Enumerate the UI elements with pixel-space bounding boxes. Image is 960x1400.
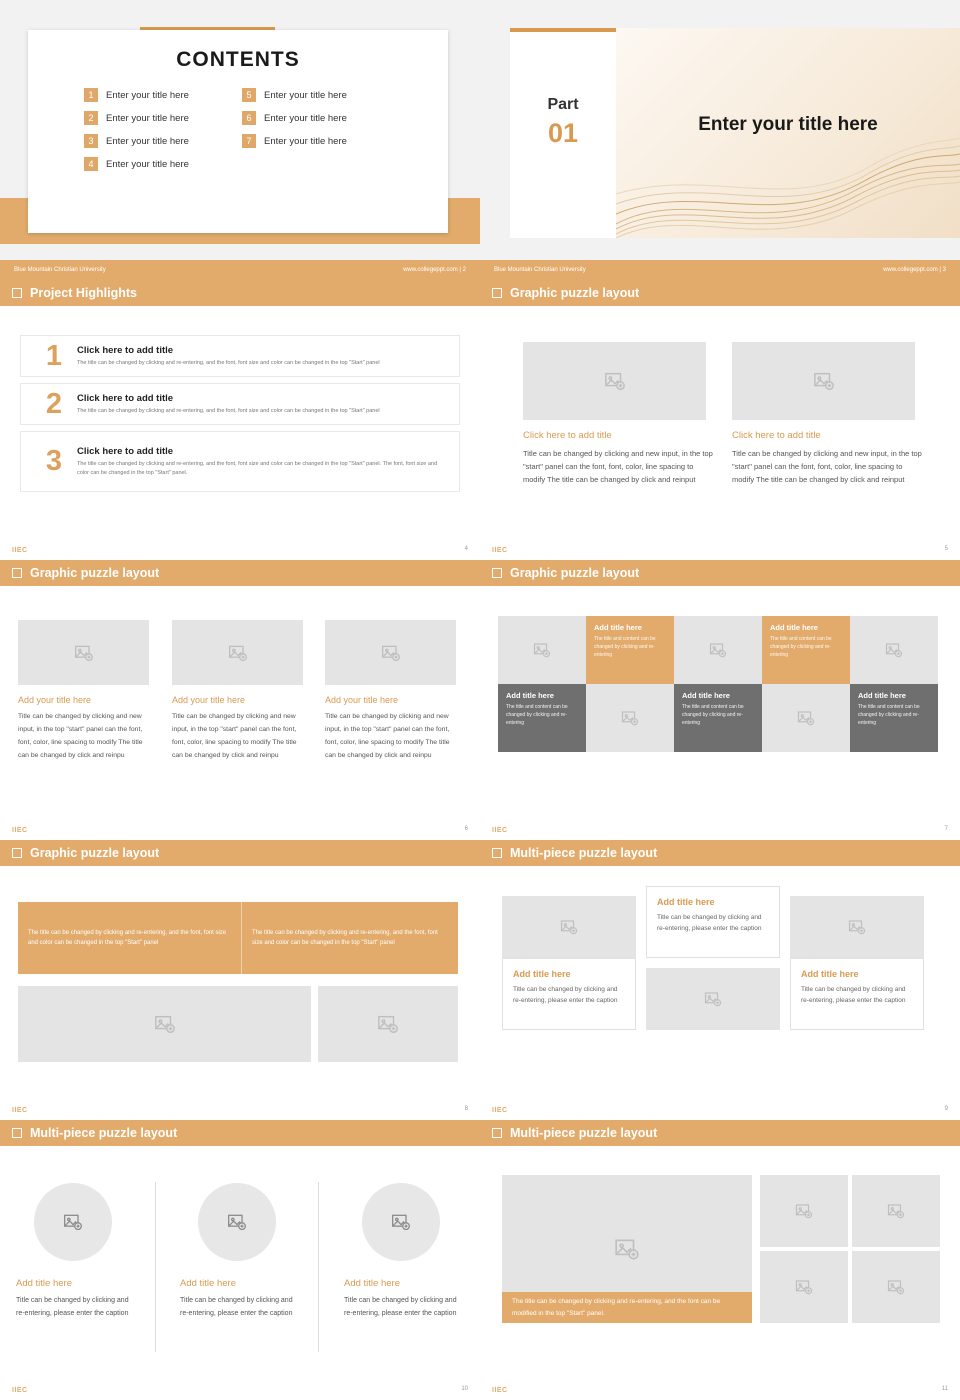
- image-placeholder[interactable]: [34, 1183, 112, 1261]
- card-body: Title can be changed by clicking and re-entering, please enter the caption: [801, 986, 906, 1005]
- caption-block: [16, 1278, 136, 1320]
- footer-left: Blue Mountain Christian University: [494, 267, 586, 273]
- caption-title: Add your title here: [172, 695, 246, 705]
- caption-title: Click here to add title: [523, 430, 612, 441]
- caption-body: Title can be changed by clicking and re-entering, please enter the caption: [344, 1297, 457, 1317]
- item-label: Enter your title here: [106, 89, 189, 101]
- image-icon: [797, 709, 815, 727]
- row-body: The title can be changed by clicking and re-entering, and the font, font size and color can be changed in the top "Start" panel: [77, 359, 380, 366]
- header-title: Multi-piece puzzle layout: [510, 1126, 658, 1140]
- part-label: Part: [547, 96, 579, 113]
- item-label: Enter your title here: [264, 89, 347, 101]
- image-icon: [63, 1212, 83, 1232]
- image-icon: [813, 370, 835, 392]
- slide-header: [0, 280, 480, 306]
- image-placeholder[interactable]: [852, 1251, 940, 1323]
- row-text: [77, 446, 449, 477]
- page-number: 10: [461, 1386, 468, 1392]
- mosaic-tile[interactable]: [586, 616, 674, 684]
- page-number: 6: [464, 826, 468, 832]
- square-icon: [492, 848, 502, 858]
- brand-logo: IIEC: [12, 1387, 28, 1394]
- mosaic-tile[interactable]: [762, 616, 850, 684]
- caption-card[interactable]: [790, 958, 924, 1030]
- item-label: Enter your title here: [106, 158, 189, 170]
- row-text: [77, 393, 380, 415]
- image-icon: [533, 641, 551, 659]
- image-placeholder[interactable]: [850, 616, 938, 684]
- footer-right: www.collegeppt.com | 2: [403, 267, 466, 273]
- caption-block: [18, 695, 152, 763]
- caption-title: Add title here: [344, 1278, 400, 1289]
- square-icon: [492, 1128, 502, 1138]
- slide-multi-piece-circles: [0, 1120, 480, 1400]
- image-placeholder[interactable]: [790, 896, 924, 958]
- slide-header: [480, 280, 960, 306]
- row-number: 1: [45, 339, 63, 372]
- caption-body: Title can be changed by clicking and new input, in the top "start" panel can the font, font, color, line spacing to modify The title can be changed by click and reinput: [523, 449, 713, 485]
- header-title: Multi-piece puzzle layout: [30, 1126, 178, 1140]
- header-title: Graphic puzzle layout: [510, 566, 640, 580]
- slide-graphic-puzzle-band: [0, 840, 480, 1120]
- image-icon: [377, 1013, 399, 1035]
- page-title: CONTENTS: [176, 48, 300, 71]
- slide-part-divider: [480, 0, 960, 280]
- row-title: Click here to add title: [77, 344, 174, 356]
- image-placeholder[interactable]: [760, 1251, 848, 1323]
- list-item[interactable]: [84, 134, 238, 148]
- header-title: Project Highlights: [30, 286, 137, 300]
- mosaic-tile[interactable]: [498, 684, 586, 752]
- header-title: Graphic puzzle layout: [30, 846, 160, 860]
- page-number: 9: [944, 1106, 948, 1112]
- image-icon: [604, 370, 626, 392]
- image-icon: [154, 1013, 176, 1035]
- slide-footer: [480, 260, 960, 280]
- part-tab-accent: [510, 28, 616, 32]
- caption-block: [523, 430, 713, 486]
- highlight-row[interactable]: [20, 383, 460, 425]
- card-title: Add title here: [801, 969, 859, 979]
- caption-bar[interactable]: The title can be changed by clicking and re-entering, and the font can be modified in the top "Start" panel.: [502, 1292, 752, 1323]
- image-placeholder[interactable]: [18, 986, 311, 1062]
- caption-title: Add title here: [180, 1278, 236, 1289]
- tile-title: Add title here: [682, 691, 730, 700]
- caption-card[interactable]: [646, 886, 780, 958]
- slide-multi-piece-grid: [480, 1120, 960, 1400]
- caption-block: [180, 1278, 300, 1320]
- header-title: Graphic puzzle layout: [510, 286, 640, 300]
- caption-title: Click here to add title: [732, 430, 821, 441]
- caption-body: Title can be changed by clicking and new input, in the top "start" panel can the font, font, color, line spacing to modify The title can be changed by click and reinpu: [172, 713, 297, 759]
- tile-title: Add title here: [858, 691, 906, 700]
- header-title: Graphic puzzle layout: [30, 566, 160, 580]
- square-icon: [492, 288, 502, 298]
- row-number: 2: [45, 387, 63, 420]
- footer-right: www.collegeppt.com | 3: [883, 267, 946, 273]
- image-placeholder[interactable]: [760, 1175, 848, 1247]
- slide-graphic-puzzle-2up: [480, 280, 960, 560]
- square-icon: [12, 568, 22, 578]
- square-icon: [12, 288, 22, 298]
- caption-body: Title can be changed by clicking and new input, in the top "start" panel can the font, font, color, line spacing to modify The title can be changed by click and reinpu: [325, 713, 450, 759]
- highlight-row[interactable]: [20, 431, 460, 492]
- image-placeholder[interactable]: [18, 620, 149, 685]
- band-text-right[interactable]: The title can be changed by clicking and re-entering, and the font, font size and color can be changed in the top "Start" panel: [242, 902, 458, 974]
- brand-logo: IIEC: [492, 1107, 508, 1114]
- part-number: 01: [547, 118, 579, 148]
- list-item[interactable]: [242, 134, 396, 148]
- image-icon: [560, 918, 578, 936]
- image-icon: [381, 643, 401, 663]
- tile-body: The title and content can be changed by clicking and re-entering: [506, 704, 568, 726]
- image-icon: [848, 918, 866, 936]
- image-placeholder[interactable]: [646, 968, 780, 1030]
- tile-body: The title and content can be changed by clicking and re-entering: [594, 636, 656, 658]
- band-text-left[interactable]: The title can be changed by clicking and re-entering, and the font, font size and color can be changed in the top "Start" panel: [18, 902, 242, 974]
- image-placeholder[interactable]: [172, 620, 303, 685]
- footer-left: Blue Mountain Christian University: [14, 267, 106, 273]
- tile-title: Add title here: [594, 623, 642, 632]
- item-number: 3: [84, 134, 98, 148]
- image-placeholder[interactable]: [325, 620, 456, 685]
- image-icon: [795, 1278, 813, 1296]
- page-number: 7: [944, 826, 948, 832]
- caption-block: [172, 695, 306, 763]
- item-label: Enter your title here: [264, 135, 347, 147]
- caption-body: Title can be changed by clicking and re-entering, please enter the caption: [180, 1297, 293, 1317]
- list-item[interactable]: [242, 88, 396, 102]
- image-placeholder[interactable]: [198, 1183, 276, 1261]
- wave-decoration: [616, 128, 960, 238]
- item-number: 1: [84, 88, 98, 102]
- slide-graphic-puzzle-3up: [0, 560, 480, 840]
- caption-body: Title can be changed by clicking and new input, in the top "start" panel can the font, font, color, line spacing to modify The title can be changed by click and reinput: [732, 449, 922, 485]
- square-icon: [12, 848, 22, 858]
- square-icon: [12, 1128, 22, 1138]
- mosaic-tile[interactable]: [674, 684, 762, 752]
- card-body: Title can be changed by clicking and re-entering, please enter the caption: [513, 986, 618, 1005]
- list-item[interactable]: [84, 111, 238, 125]
- row-text: [77, 345, 380, 367]
- caption-body: Title can be changed by clicking and re-entering, please enter the caption: [16, 1297, 129, 1317]
- image-placeholder[interactable]: [362, 1183, 440, 1261]
- slide-header: [480, 840, 960, 866]
- caption-body: Title can be changed by clicking and new input, in the top "start" panel can the font, font, color, line spacing to modify The title can be changed by click and reinpu: [18, 713, 143, 759]
- slide-multi-piece-cards: [480, 840, 960, 1120]
- card-title: Add title here: [513, 969, 571, 979]
- page-number: 8: [464, 1106, 468, 1112]
- item-number: 2: [84, 111, 98, 125]
- slide-heading: Enter your title here: [698, 114, 878, 135]
- slide-header: [0, 840, 480, 866]
- brand-logo: IIEC: [12, 547, 28, 554]
- tile-title: Add title here: [770, 623, 818, 632]
- slide-header: [480, 560, 960, 586]
- mosaic-tile[interactable]: [850, 684, 938, 752]
- brand-logo: IIEC: [492, 827, 508, 834]
- slide-header: [0, 560, 480, 586]
- image-icon: [227, 1212, 247, 1232]
- image-icon: [887, 1278, 905, 1296]
- slide-graphic-puzzle-mosaic: [480, 560, 960, 840]
- row-body: The title can be changed by clicking and re-entering, and the font, font size and color can be changed in the top "Start" panel: [77, 407, 380, 414]
- image-placeholder[interactable]: [852, 1175, 940, 1247]
- item-number: 6: [242, 111, 256, 125]
- image-icon: [709, 641, 727, 659]
- contents-card: [28, 30, 448, 233]
- image-icon: [228, 643, 248, 663]
- tile-title: Add title here: [506, 691, 554, 700]
- caption-title: Add title here: [16, 1278, 72, 1289]
- item-number: 5: [242, 88, 256, 102]
- caption-title: Add your title here: [325, 695, 399, 705]
- list-item[interactable]: [242, 111, 396, 125]
- image-placeholder[interactable]: [674, 616, 762, 684]
- image-placeholder[interactable]: [732, 342, 915, 420]
- brand-logo: IIEC: [12, 1107, 28, 1114]
- header-title: Multi-piece puzzle layout: [510, 846, 658, 860]
- item-label: Enter your title here: [106, 135, 189, 147]
- card-body: Title can be changed by clicking and re-entering, please enter the caption: [657, 914, 762, 933]
- slide-project-highlights: [0, 280, 480, 560]
- caption-block: [325, 695, 459, 763]
- image-placeholder[interactable]: [498, 616, 586, 684]
- item-label: Enter your title here: [264, 112, 347, 124]
- image-icon: [795, 1202, 813, 1220]
- slide-header: [480, 1120, 960, 1146]
- image-icon: [621, 709, 639, 727]
- image-placeholder[interactable]: [523, 342, 706, 420]
- divider: [155, 1182, 156, 1352]
- row-body: The title can be changed by clicking and re-entering, and the font, font size and color can be changed in the top "Start" panel. The font, font size and color can be changed in the top "Start" panel.: [77, 461, 438, 476]
- list-item[interactable]: [84, 157, 238, 171]
- contents-list: [28, 88, 448, 171]
- title-panel: [616, 28, 960, 238]
- page-number: 5: [944, 546, 948, 552]
- tile-body: The title and content can be changed by clicking and re-entering: [770, 636, 832, 658]
- image-icon: [391, 1212, 411, 1232]
- image-icon: [887, 1202, 905, 1220]
- band-group: [18, 902, 458, 974]
- page-number: 11: [941, 1386, 948, 1392]
- page-number: 4: [464, 546, 468, 552]
- image-icon: [614, 1236, 640, 1262]
- row-title: Click here to add title: [77, 392, 174, 404]
- slide-header: [0, 1120, 480, 1146]
- item-label: Enter your title here: [106, 112, 189, 124]
- row-title: Click here to add title: [77, 446, 174, 458]
- tile-body: The title and content can be changed by clicking and re-entering: [858, 704, 920, 726]
- item-number: 4: [84, 157, 98, 171]
- row-number: 3: [45, 445, 63, 477]
- divider: [318, 1182, 319, 1352]
- list-item[interactable]: [84, 88, 238, 102]
- tile-body: The title and content can be changed by clicking and re-entering: [682, 704, 744, 726]
- image-placeholder[interactable]: [586, 684, 674, 752]
- caption-block: [344, 1278, 464, 1320]
- brand-logo: IIEC: [492, 1387, 508, 1394]
- image-placeholder[interactable]: [318, 986, 458, 1062]
- caption-block: [732, 430, 922, 486]
- caption-title: Add your title here: [18, 695, 92, 705]
- image-placeholder[interactable]: [762, 684, 850, 752]
- item-number: 7: [242, 134, 256, 148]
- caption-card[interactable]: [502, 958, 636, 1030]
- image-icon: [885, 641, 903, 659]
- brand-logo: IIEC: [492, 547, 508, 554]
- slide-contents: [0, 0, 480, 280]
- image-placeholder[interactable]: [502, 896, 636, 958]
- card-title: Add title here: [657, 897, 715, 907]
- square-icon: [492, 568, 502, 578]
- image-icon: [74, 643, 94, 663]
- brand-logo: IIEC: [12, 827, 28, 834]
- slide-footer: [0, 260, 480, 280]
- image-icon: [704, 990, 722, 1008]
- highlight-row[interactable]: [20, 335, 460, 377]
